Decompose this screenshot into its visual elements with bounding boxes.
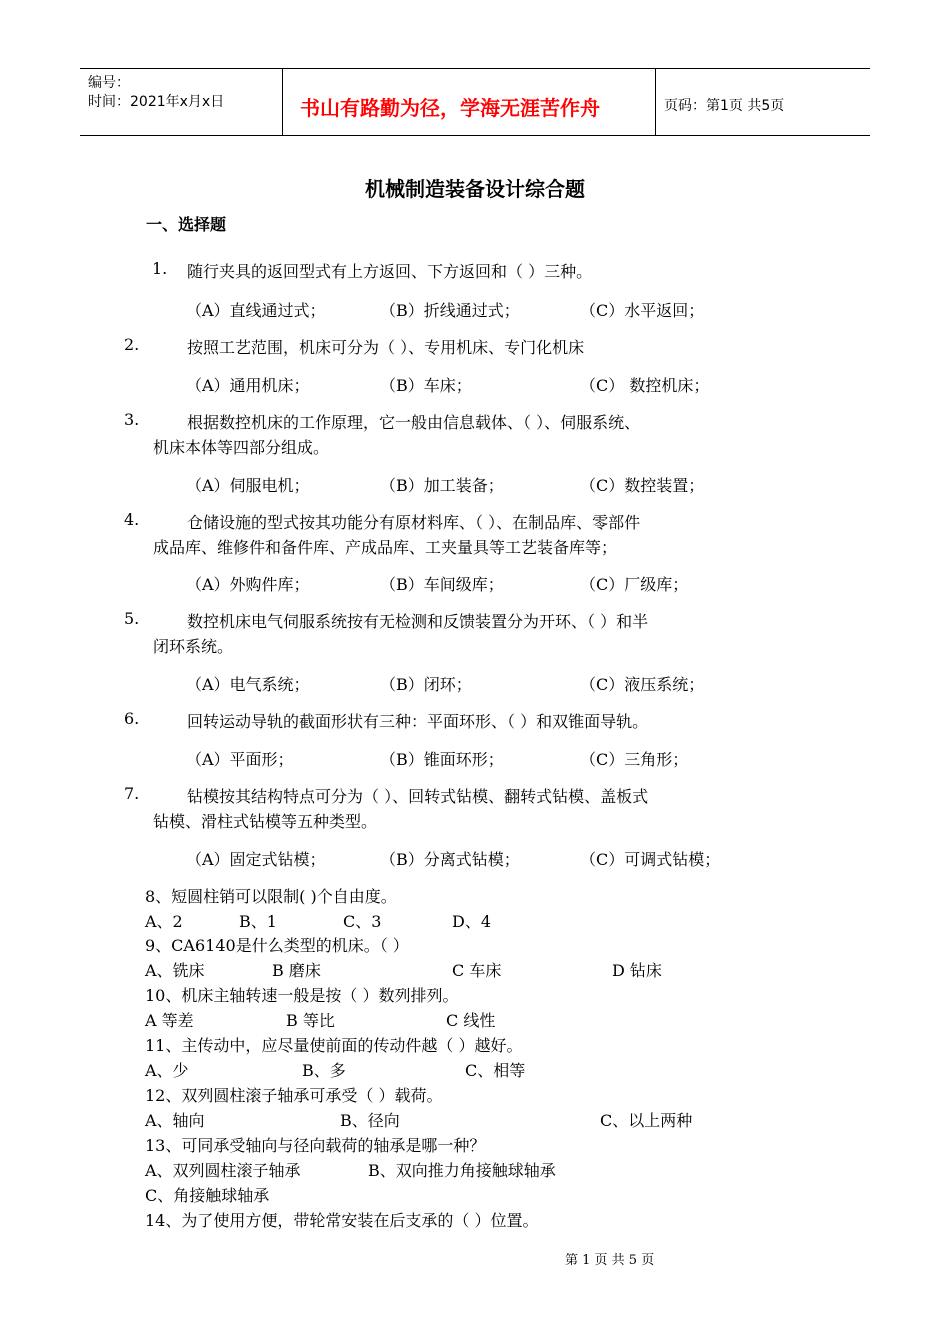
header-divider-right <box>655 68 656 136</box>
option-a: A、铣床 <box>145 961 205 980</box>
section-heading: 一、选择题 <box>146 215 227 234</box>
header-bottom-border <box>80 135 870 136</box>
question-text: 9、CA6140是什么类型的机床。（ ） <box>145 936 409 955</box>
option-a: A、少 <box>145 1061 189 1080</box>
option-a: （A）固定式钻模； <box>186 850 326 869</box>
option-c: C 车床 <box>452 961 502 980</box>
option-b: B、双向推力角接触球轴承 <box>368 1161 556 1180</box>
header-motto: 书山有路勤为径，学海无涯苦作舟 <box>300 96 600 120</box>
option-a: A 等差 <box>145 1011 194 1030</box>
option-d: D、4 <box>452 912 492 931</box>
question-number: 6. <box>124 709 140 728</box>
option-b: B、多 <box>302 1061 346 1080</box>
question-text: 按照工艺范围，机床可分为（ ）、专用机床、专门化机床 <box>187 338 585 357</box>
option-a: A、2 <box>145 912 183 931</box>
question-number: 5. <box>124 609 140 628</box>
question-text: 钻模按其结构特点可分为（ ）、回转式钻模、翻转式钻模、盖板式 <box>187 787 649 806</box>
option-c: （C）水平返回； <box>580 301 705 320</box>
option-b: （B）锥面环形； <box>380 750 504 769</box>
option-b: （B）分离式钻模； <box>380 850 520 869</box>
option-c: C、相等 <box>465 1061 526 1080</box>
question-text-continued: 闭环系统。 <box>153 637 234 656</box>
option-c: C、以上两种 <box>600 1111 693 1130</box>
question-number: 2. <box>124 335 140 354</box>
question-number: 1. <box>152 259 168 278</box>
option-c: C 线性 <box>446 1011 496 1030</box>
option-c: C、3 <box>343 912 382 931</box>
option-a: （A）直线通过式； <box>186 301 326 320</box>
option-a: A、轴向 <box>145 1111 205 1130</box>
option-b: B、径向 <box>340 1111 400 1130</box>
option-c: （C）三角形； <box>580 750 689 769</box>
option-a: A、双列圆柱滚子轴承 <box>145 1161 301 1180</box>
option-b: （B）车床； <box>380 376 472 395</box>
question-number: 4. <box>124 510 140 529</box>
option-b: （B）折线通过式； <box>380 301 520 320</box>
page-footer: 第 1 页 共 5 页 <box>565 1253 655 1268</box>
question-text: 13、可同承受轴向与径向载荷的轴承是哪一种？ <box>145 1136 486 1155</box>
option-b: B 磨床 <box>272 961 321 980</box>
option-a: （A）电气系统； <box>186 675 310 694</box>
question-text: 仓储设施的型式按其功能分有原材料库、（ ）、在制品库、零部件 <box>187 513 641 532</box>
option-a: （A）外购件库； <box>186 575 310 594</box>
header-time-label: 时间：2021年x月x日 <box>88 94 225 110</box>
page-title: 机械制造装备设计综合题 <box>365 177 585 201</box>
option-c: （C）液压系统； <box>580 675 705 694</box>
question-text: 12、双列圆柱滚子轴承可承受（ ）载荷。 <box>145 1086 443 1105</box>
question-text: 14、为了使用方便，带轮常安装在后支承的（ ）位置。 <box>145 1211 539 1230</box>
question-text: 8、短圆柱销可以限制( )个自由度。 <box>145 887 397 906</box>
question-text-continued: 钻模、滑柱式钻模等五种类型。 <box>153 812 378 831</box>
option-c: （C）可调式钻模； <box>580 850 721 869</box>
question-text: 数控机床电气伺服系统按有无检测和反馈装置分为开环、（ ）和半 <box>187 612 649 631</box>
option-c: C、角接触球轴承 <box>145 1186 270 1205</box>
question-text: 11、主传动中，应尽量使前面的传动件越（ ）越好。 <box>145 1036 523 1055</box>
option-b: （B）闭环； <box>380 675 472 694</box>
question-text: 回转运动导轨的截面形状有三种：平面环形、（ ）和双锥面导轨。 <box>187 712 649 731</box>
option-c: （C） 数控机床； <box>580 376 710 395</box>
question-text-continued: 成品库、维修件和备件库、产成品库、工夹量具等工艺装备库等； <box>153 538 618 557</box>
header-top-border <box>80 68 870 69</box>
question-number: 7. <box>124 784 140 803</box>
option-c: （C）数控装置； <box>580 476 705 495</box>
option-a: （A）平面形； <box>186 750 294 769</box>
header-divider-left <box>282 68 283 136</box>
question-text-continued: 机床本体等四部分组成。 <box>153 438 330 457</box>
option-c: （C）厂级库； <box>580 575 689 594</box>
option-d: D 钻床 <box>612 961 662 980</box>
question-text: 随行夹具的返回型式有上方返回、下方返回和（ ）三种。 <box>187 262 593 281</box>
option-b: B、1 <box>239 912 277 931</box>
option-b: （B）加工装备； <box>380 476 504 495</box>
option-b: B 等比 <box>286 1011 335 1030</box>
question-number: 3. <box>124 410 140 429</box>
option-a: （A）通用机床； <box>186 376 310 395</box>
option-b: （B）车间级库； <box>380 575 504 594</box>
header-page-label: 页码：第1页 共5页 <box>664 98 785 114</box>
header-number-label: 编号： <box>88 75 130 91</box>
option-a: （A）伺服电机； <box>186 476 310 495</box>
question-text: 根据数控机床的工作原理，它一般由信息载体、（ ）、伺服系统、 <box>187 413 641 432</box>
question-text: 10、机床主轴转速一般是按（ ）数列排列。 <box>145 986 459 1005</box>
